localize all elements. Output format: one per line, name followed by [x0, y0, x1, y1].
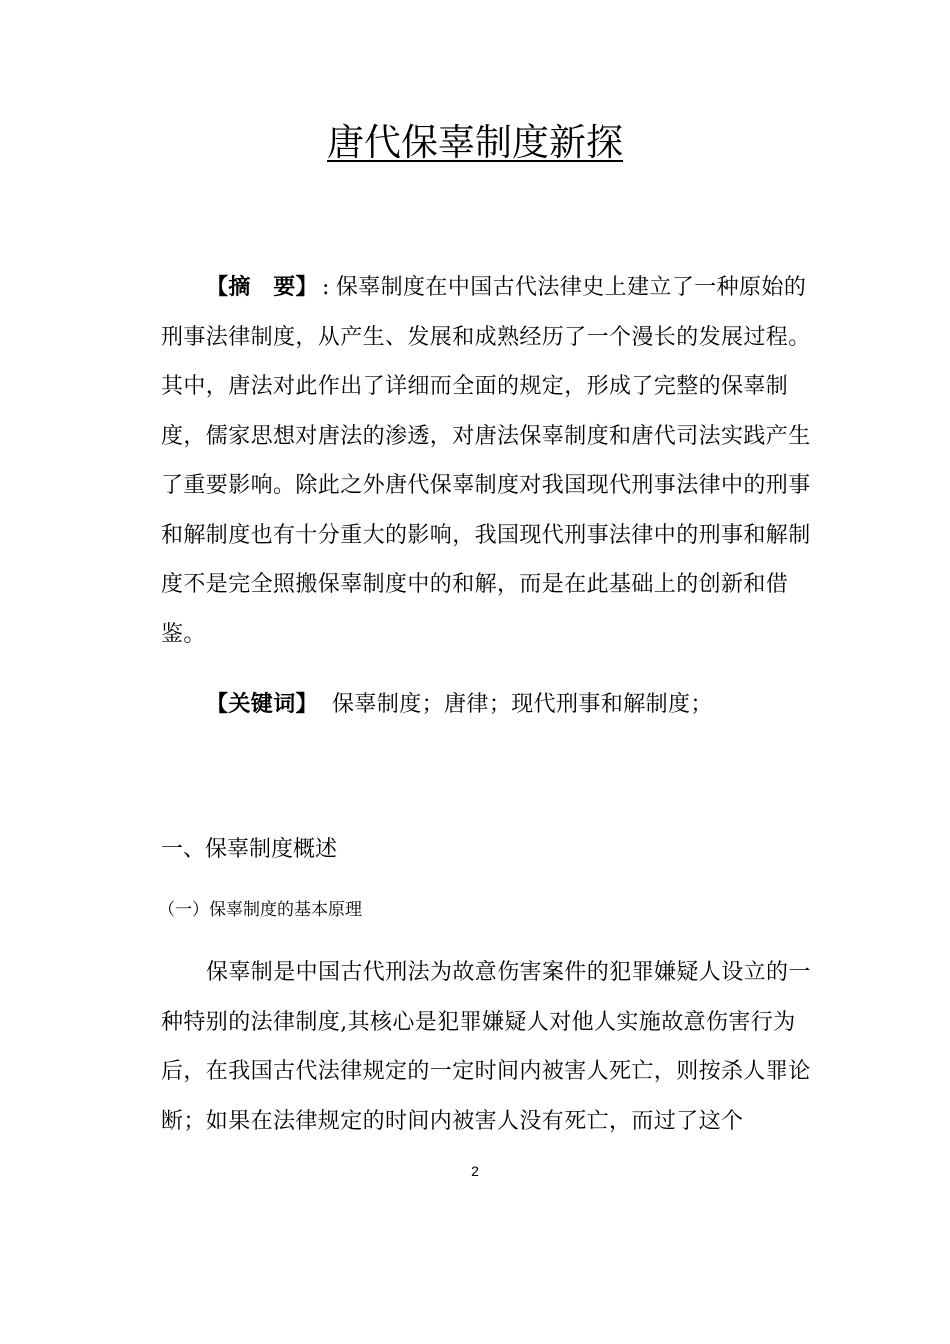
abstract-label: 【摘 要】 — [206, 275, 319, 300]
body-paragraph: 保辜制是中国古代刑法为故意伤害案件的犯罪嫌疑人设立的一种特别的法律制度,其核心是犯罪嫌疑人对他人实施故意伤害行为后，在我国古代法律规定的一定时间内被害人死亡，则按杀人罪论断；如果在法律规定的时间内被害人没有死亡，而过了这个 — [161, 960, 811, 1134]
page-number: 2 — [471, 1163, 479, 1179]
section-heading: 一、保辜制度概述 — [161, 837, 338, 862]
abstract-paragraph — [161, 263, 813, 659]
keywords-paragraph — [161, 680, 813, 730]
keywords-label: 【关键词】 — [206, 692, 319, 717]
abstract-separator: : — [322, 275, 330, 300]
keywords-text: 保辜制度；唐律；现代刑事和解制度； — [332, 692, 713, 717]
document-title: 唐代保辜制度新探 — [327, 121, 623, 164]
subsection-heading: （一）保辜制度的基本原理 — [158, 900, 362, 920]
abstract-text: 保辜制度在中国古代法律史上建立了一种原始的刑事法律制度，从产生、发展和成熟经历了一个漫长的发展过程。其中，唐法对此作出了详细而全面的规定，形成了完整的保辜制度，儒家思想对唐法的渗透，对唐法保辜制度和唐代司法实践产生了重要影响。除此之外唐代保辜制度对我国现代刑事法律中的刑事和解制度也有十分重大的影响，我国现代刑事法律中的刑事和解制度不是完全照搬保辜制度中的和解，而是在此基础上的创新和借鉴。 — [161, 275, 811, 647]
